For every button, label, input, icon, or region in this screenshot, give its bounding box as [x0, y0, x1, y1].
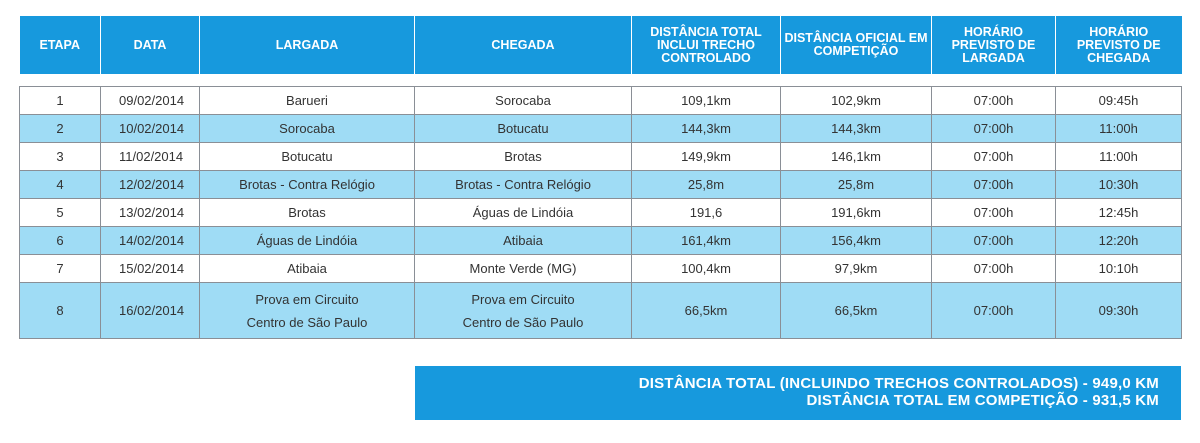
cell-etapa: 4: [20, 171, 101, 199]
header-chegada: CHEGADA: [415, 16, 632, 74]
header-distancia-oficial: DISTÂNCIA OFICIAL EM COMPETIÇÃO: [781, 16, 932, 74]
cell-largada: [200, 283, 415, 339]
cell-horario-chegada: 12:20h: [1056, 227, 1182, 255]
cell-data: 10/02/2014: [101, 115, 200, 143]
cell-distancia-oficial: 191,6km: [781, 199, 932, 227]
cell-etapa: 3: [20, 143, 101, 171]
cell-distancia-oficial: 102,9km: [781, 87, 932, 115]
cell-horario-chegada: 11:00h: [1056, 143, 1182, 171]
cell-horario-chegada: 09:45h: [1056, 87, 1182, 115]
cell-chegada-line: Centro de São Paulo: [462, 314, 584, 330]
table-row: [20, 143, 1182, 171]
cell-distancia-total: 149,9km: [632, 143, 781, 171]
cell-horario-chegada: 10:10h: [1056, 255, 1182, 283]
cell-horario-largada: 07:00h: [932, 255, 1056, 283]
cell-largada: Atibaia: [200, 255, 415, 283]
cell-data: 13/02/2014: [101, 199, 200, 227]
cell-data: 11/02/2014: [101, 143, 200, 171]
cell-largada: Barueri: [200, 87, 415, 115]
cell-distancia-total: 191,6: [632, 199, 781, 227]
cell-chegada: [415, 283, 632, 339]
cell-data: 12/02/2014: [101, 171, 200, 199]
header-distancia-total: DISTÂNCIA TOTAL INCLUI TRECHO CONTROLADO: [632, 16, 781, 74]
cell-largada: Sorocaba: [200, 115, 415, 143]
competition-distance-line: DISTÂNCIA TOTAL EM COMPETIÇÃO - 931,5 KM: [806, 392, 1159, 409]
table-row: [20, 171, 1182, 199]
cell-chegada: Brotas: [415, 143, 632, 171]
cell-horario-largada: 07:00h: [932, 283, 1056, 339]
cell-distancia-oficial: 146,1km: [781, 143, 932, 171]
table-row: [20, 115, 1182, 143]
cell-horario-largada: 07:00h: [932, 143, 1056, 171]
cell-distancia-oficial: 66,5km: [781, 283, 932, 339]
table-row: [20, 283, 1182, 339]
cell-distancia-total: 161,4km: [632, 227, 781, 255]
cell-chegada: Atibaia: [415, 227, 632, 255]
totals-banner: [415, 366, 1181, 420]
cell-data: 15/02/2014: [101, 255, 200, 283]
header-horario-chegada: HORÁRIO PREVISTO DE CHEGADA: [1056, 16, 1182, 74]
stage-table-container: [19, 16, 1181, 339]
cell-distancia-oficial: 144,3km: [781, 115, 932, 143]
table-header-row: [20, 16, 1182, 74]
cell-largada-line: Centro de São Paulo: [246, 314, 368, 330]
cell-data: 14/02/2014: [101, 227, 200, 255]
cell-horario-largada: 07:00h: [932, 227, 1056, 255]
cell-etapa: 8: [20, 283, 101, 339]
cell-largada: Botucatu: [200, 143, 415, 171]
table-row: [20, 255, 1182, 283]
cell-chegada: Sorocaba: [415, 87, 632, 115]
table-row: [20, 227, 1182, 255]
cell-horario-chegada: 09:30h: [1056, 283, 1182, 339]
cell-etapa: 7: [20, 255, 101, 283]
cell-distancia-total: 109,1km: [632, 87, 781, 115]
cell-horario-largada: 07:00h: [932, 87, 1056, 115]
table-row: [20, 199, 1182, 227]
total-distance-line: DISTÂNCIA TOTAL (INCLUINDO TRECHOS CONTROLADOS) - 949,0 KM: [638, 375, 1159, 392]
cell-etapa: 2: [20, 115, 101, 143]
cell-largada: Brotas: [200, 199, 415, 227]
cell-chegada: Monte Verde (MG): [415, 255, 632, 283]
header-data: DATA: [101, 16, 200, 74]
cell-largada: Águas de Lindóia: [200, 227, 415, 255]
cell-horario-largada: 07:00h: [932, 115, 1056, 143]
cell-distancia-total: 66,5km: [632, 283, 781, 339]
table-row: [20, 87, 1182, 115]
cell-distancia-total: 100,4km: [632, 255, 781, 283]
cell-distancia-total: 144,3km: [632, 115, 781, 143]
cell-chegada: Águas de Lindóia: [415, 199, 632, 227]
cell-horario-largada: 07:00h: [932, 171, 1056, 199]
cell-chegada: Botucatu: [415, 115, 632, 143]
cell-horario-largada: 07:00h: [932, 199, 1056, 227]
header-largada: LARGADA: [200, 16, 415, 74]
cell-data: 16/02/2014: [101, 283, 200, 339]
cell-etapa: 5: [20, 199, 101, 227]
cell-largada: Brotas - Contra Relógio: [200, 171, 415, 199]
header-horario-largada: HORÁRIO PREVISTO DE LARGADA: [932, 16, 1056, 74]
cell-distancia-oficial: 97,9km: [781, 255, 932, 283]
cell-largada-line: Prova em Circuito: [255, 291, 359, 307]
stage-schedule-table: [19, 16, 1182, 339]
cell-chegada-line: Prova em Circuito: [471, 291, 575, 307]
cell-etapa: 6: [20, 227, 101, 255]
cell-distancia-total: 25,8m: [632, 171, 781, 199]
cell-horario-chegada: 10:30h: [1056, 171, 1182, 199]
cell-distancia-oficial: 156,4km: [781, 227, 932, 255]
cell-chegada: Brotas - Contra Relógio: [415, 171, 632, 199]
cell-horario-chegada: 12:45h: [1056, 199, 1182, 227]
cell-etapa: 1: [20, 87, 101, 115]
cell-data: 09/02/2014: [101, 87, 200, 115]
header-etapa: ETAPA: [20, 16, 101, 74]
cell-horario-chegada: 11:00h: [1056, 115, 1182, 143]
cell-distancia-oficial: 25,8m: [781, 171, 932, 199]
